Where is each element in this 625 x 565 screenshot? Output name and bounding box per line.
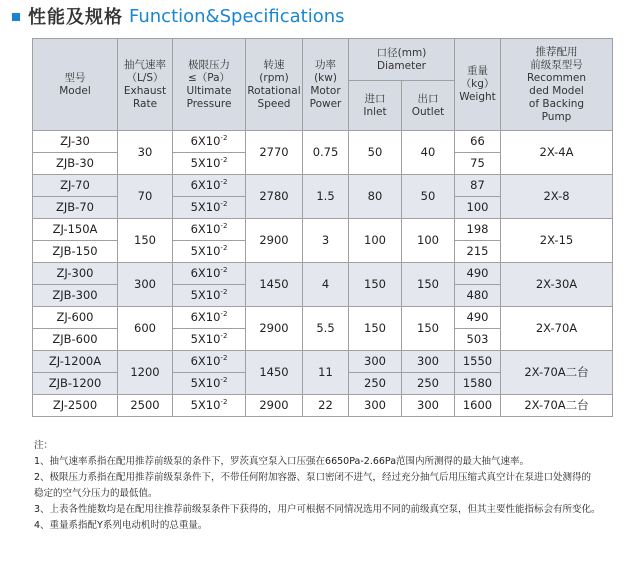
- note-item: 4、重量系指配Y系列电动机时的总重量。: [34, 520, 208, 531]
- notes-section: [34, 438, 614, 534]
- cell-speed: 30: [118, 131, 173, 175]
- cell-power: 11: [303, 351, 349, 395]
- cell-weight: 66: [455, 131, 501, 153]
- cell-pressure: $6X10^{-2}$: [173, 131, 246, 153]
- cell-rpm: 2900: [246, 395, 303, 417]
- header-model: 型号 Model: [33, 39, 118, 131]
- cell-model: ZJB-30: [33, 153, 118, 175]
- header-rotational-speed: 转速 (rpm) Rotational Speed: [246, 39, 303, 131]
- cell-pump: 2X-8: [501, 175, 613, 219]
- cell-rpm: 2900: [246, 307, 303, 351]
- cell-outlet: 250: [402, 373, 455, 395]
- cell-pump: 2X-70A二台: [501, 395, 613, 417]
- cell-inlet: 150: [349, 263, 402, 307]
- cell-model: ZJ-150A: [33, 219, 118, 241]
- table-row: [33, 351, 613, 373]
- cell-outlet: 40: [402, 131, 455, 175]
- cell-model: ZJ-30: [33, 131, 118, 153]
- table-row: [33, 175, 613, 197]
- cell-model: ZJB-300: [33, 285, 118, 307]
- cell-speed: 300: [118, 263, 173, 307]
- cell-inlet: 50: [349, 131, 402, 175]
- cell-inlet: 300: [349, 351, 402, 373]
- cell-weight: 503: [455, 329, 501, 351]
- cell-model: ZJ-1200A: [33, 351, 118, 373]
- cell-pressure: $5X10^{-2}$: [173, 153, 246, 175]
- cell-weight: 1600: [455, 395, 501, 417]
- cell-power: 22: [303, 395, 349, 417]
- cell-outlet: 150: [402, 263, 455, 307]
- cell-rpm: 1450: [246, 351, 303, 395]
- table-row: [33, 131, 613, 153]
- cell-speed: 1200: [118, 351, 173, 395]
- cell-model: ZJ-70: [33, 175, 118, 197]
- cell-power: 4: [303, 263, 349, 307]
- cell-pressure: $5X10^{-2}$: [173, 395, 246, 417]
- cell-inlet: 100: [349, 219, 402, 263]
- spec-table: [32, 38, 613, 417]
- table-row: [33, 219, 613, 241]
- cell-model: ZJB-1200: [33, 373, 118, 395]
- note-item: 1、抽气速率系指在配用推荐前级泵的条件下，罗茨真空泵入口压强在6650Pa-2.66Pa范围内所测得的最大抽气速率。: [34, 456, 530, 467]
- cell-outlet: 300: [402, 351, 455, 373]
- cell-inlet: 250: [349, 373, 402, 395]
- cell-speed: 150: [118, 219, 173, 263]
- cell-weight: 215: [455, 241, 501, 263]
- cell-outlet: 150: [402, 307, 455, 351]
- cell-model: ZJ-300: [33, 263, 118, 285]
- cell-model: ZJ-600: [33, 307, 118, 329]
- cell-weight: 75: [455, 153, 501, 175]
- cell-pressure: $5X10^{-2}$: [173, 329, 246, 351]
- cell-model: ZJB-600: [33, 329, 118, 351]
- table-row: [33, 395, 613, 417]
- cell-pressure: $6X10^{-2}$: [173, 351, 246, 373]
- cell-pressure: $5X10^{-2}$: [173, 285, 246, 307]
- cell-weight: 490: [455, 263, 501, 285]
- cell-speed: 2500: [118, 395, 173, 417]
- cell-weight: 1580: [455, 373, 501, 395]
- header-weight: 重量 （kg） Weight: [455, 39, 501, 131]
- cell-power: 5.5: [303, 307, 349, 351]
- cell-rpm: 2770: [246, 131, 303, 175]
- cell-model: ZJ-2500: [33, 395, 118, 417]
- cell-weight: 198: [455, 219, 501, 241]
- cell-pump: 2X-70A: [501, 307, 613, 351]
- title-chinese: 性能及规格: [28, 7, 123, 28]
- cell-rpm: 2900: [246, 219, 303, 263]
- cell-pump: 2X-15: [501, 219, 613, 263]
- header-inlet: 进口 Inlet: [349, 81, 402, 131]
- header-outlet: 出口 Outlet: [402, 81, 455, 131]
- cell-inlet: 300: [349, 395, 402, 417]
- cell-pressure: $5X10^{-2}$: [173, 197, 246, 219]
- cell-model: ZJB-70: [33, 197, 118, 219]
- cell-rpm: 1450: [246, 263, 303, 307]
- cell-speed: 70: [118, 175, 173, 219]
- note-item: 3、上表各性能数均是在配用往推荐前级泵条件下获得的，用户可根据不同情况选用不同的前级真空泵，但其主要性能指标会有所变化。: [34, 504, 601, 515]
- header-motor-power: 功率 (kw) Motor Power: [303, 39, 349, 131]
- cell-pump: 2X-30A: [501, 263, 613, 307]
- title-english: Function&Specifications: [129, 5, 345, 27]
- note-item: 2、极限压力系指在配用推荐前级泵条件下，不带任何附加容器、泵口密闭不进气，经过充分抽气后用压缩式真空计在泵进口处测得的: [34, 472, 592, 483]
- section-header: [12, 0, 345, 32]
- cell-pressure: $5X10^{-2}$: [173, 241, 246, 263]
- cell-pressure: $5X10^{-2}$: [173, 373, 246, 395]
- bullet-icon: [12, 13, 20, 21]
- cell-pressure: $6X10^{-2}$: [173, 263, 246, 285]
- cell-pressure: $6X10^{-2}$: [173, 307, 246, 329]
- cell-inlet: 150: [349, 307, 402, 351]
- cell-speed: 600: [118, 307, 173, 351]
- cell-power: 3: [303, 219, 349, 263]
- cell-pressure: $6X10^{-2}$: [173, 175, 246, 197]
- cell-inlet: 80: [349, 175, 402, 219]
- cell-outlet: 300: [402, 395, 455, 417]
- cell-model: ZJB-150: [33, 241, 118, 263]
- cell-weight: 87: [455, 175, 501, 197]
- table-row: [33, 263, 613, 285]
- cell-weight: 490: [455, 307, 501, 329]
- cell-weight: 1550: [455, 351, 501, 373]
- header-ultimate-pressure: 极限压力 ≤（Pa） Ultimate Pressure: [173, 39, 246, 131]
- cell-weight: 100: [455, 197, 501, 219]
- notes-label: 注：: [34, 440, 54, 451]
- cell-rpm: 2780: [246, 175, 303, 219]
- table-row: [33, 307, 613, 329]
- header-diameter: 口径(mm) Diameter: [349, 39, 455, 81]
- header-backing-pump: 推荐配用 前级泵型号 Recommen ded Model of Backing Pump: [501, 39, 613, 131]
- cell-power: 0.75: [303, 131, 349, 175]
- cell-pump: 2X-4A: [501, 131, 613, 175]
- cell-weight: 480: [455, 285, 501, 307]
- cell-outlet: 100: [402, 219, 455, 263]
- note-item: 稳定的空气分压力的最低值。: [34, 488, 158, 499]
- cell-pump: 2X-70A二台: [501, 351, 613, 395]
- cell-outlet: 50: [402, 175, 455, 219]
- header-exhaust-rate: 抽气速率 （L/S） Exhaust Rate: [118, 39, 173, 131]
- cell-power: 1.5: [303, 175, 349, 219]
- cell-pressure: $6X10^{-2}$: [173, 219, 246, 241]
